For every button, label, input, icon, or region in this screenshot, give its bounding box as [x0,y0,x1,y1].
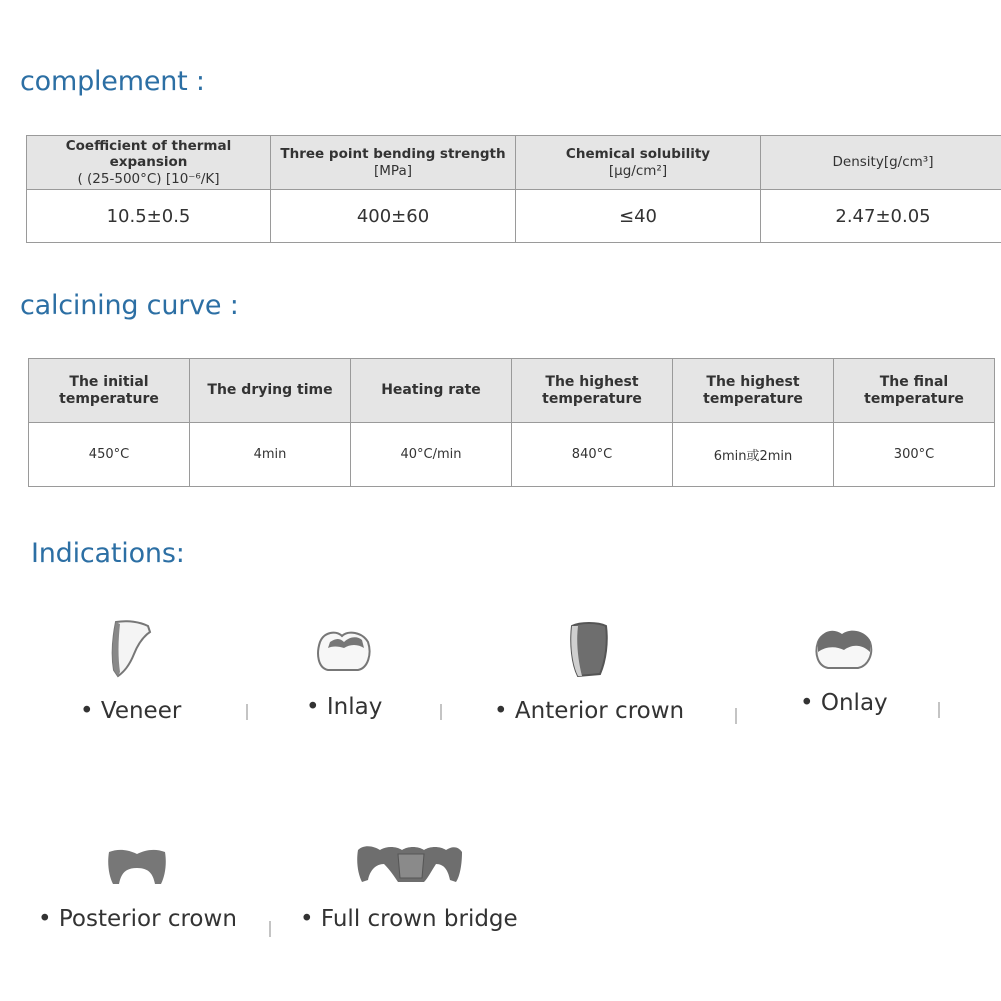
header-line: Chemical solubility [565,146,711,163]
value-bending-strength: 400±60 [271,190,516,243]
header-bending-strength [271,136,516,190]
value-drying-time: 4min [190,423,351,487]
indication-anterior-crown [494,620,684,724]
indication-full-crown-bridge [300,840,518,932]
indication-veneer [80,618,181,724]
table-header-row [29,359,995,423]
anterior-crown-icon [564,620,614,680]
header-line: Heating rate [381,382,481,399]
indication-posterior-crown [38,846,237,932]
value-density: 2.47±0.05 [761,190,1001,243]
header-subline: temperature [703,390,803,407]
indication-label: • Full crown bridge [300,906,518,932]
posterior-crown-icon [105,846,169,888]
value-initial-temperature: 450°C [29,423,190,487]
header-subline: temperature [864,390,964,407]
value-final-temperature: 300°C [834,423,995,487]
header-line: The final [879,373,949,390]
indication-label: • Veneer [80,698,182,724]
header-chemical-solubility [516,136,761,190]
value-heating-rate: 40°C/min [351,423,512,487]
header-line: Three point bending strength [280,146,506,163]
header-line: The highest [706,373,800,390]
header-subline: [μg/cm²] [608,162,668,179]
value-highest-temperature: 840°C [512,423,673,487]
header-thermal-expansion [27,136,271,190]
separator [735,708,737,724]
separator [246,704,248,720]
complement-table [26,135,1001,243]
inlay-icon [314,624,374,676]
separator [440,704,442,720]
header-subline: [MPa] [374,162,412,179]
full-crown-bridge-icon [354,840,464,888]
indication-onlay [800,622,888,716]
table-header-row [27,136,1001,190]
header-heating-rate [351,359,512,423]
header-line: Density[g/cm³] [832,154,934,171]
header-subline: temperature [542,390,642,407]
indication-label: • Inlay [306,694,383,720]
indications-title: Indications: [31,538,185,569]
header-subline: ( (25-500°C) [10⁻⁶/K] [77,170,220,187]
header-highest-temperature [512,359,673,423]
header-drying-time [190,359,351,423]
table-row [29,423,995,487]
header-line: The initial [69,373,149,390]
value-highest-temperature-hold: 6min或2min [673,423,834,487]
header-line: Coefficient of thermal expansion [65,138,232,171]
indication-label: • Anterior crown [494,698,685,724]
separator [269,921,271,937]
header-initial-temperature [29,359,190,423]
indication-inlay [306,624,382,720]
calcining-title: calcining curve : [20,290,239,321]
indication-label: • Posterior crown [38,906,237,932]
header-line: The highest [545,373,639,390]
separator [938,702,940,718]
table-row [27,190,1001,243]
header-subline: temperature [59,390,159,407]
header-highest-temperature-hold [673,359,834,423]
indication-label: • Onlay [800,690,888,716]
onlay-icon [812,622,876,672]
complement-title: complement : [20,66,205,97]
value-chemical-solubility: ≤40 [516,190,761,243]
header-final-temperature [834,359,995,423]
header-density [761,136,1001,190]
value-thermal-expansion: 10.5±0.5 [27,190,271,243]
veneer-icon [106,618,156,680]
header-line: The drying time [207,382,333,399]
calcining-table [28,358,995,487]
